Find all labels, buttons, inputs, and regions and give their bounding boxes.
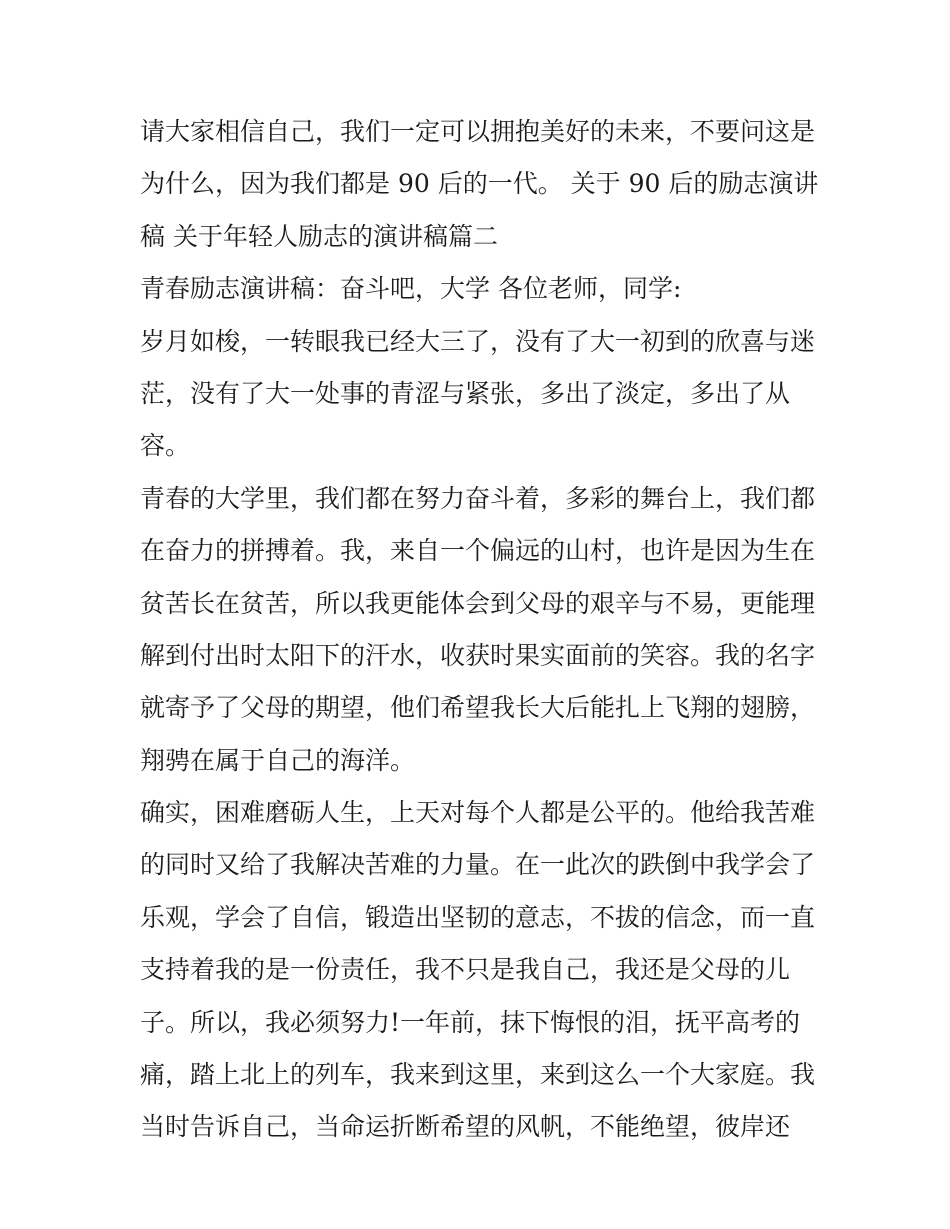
document-body: [140, 106, 820, 1154]
text-line: 子。所以，我必须努力!一年前，抹下悔恨的泪，抚平高考的: [140, 1007, 801, 1037]
text-line: 翔骋在属于自己的海洋。: [140, 745, 416, 775]
text-line: 稿 关于年轻人励志的演讲稿篇二: [140, 221, 498, 251]
text-line: 的同时又给了我解决苦难的力量。在一此次的跌倒中我学会了: [140, 850, 816, 880]
text-line: 青春的大学里，我们都在努力奋斗着，多彩的舞台上，我们都: [140, 483, 816, 513]
text-line: 容。: [140, 431, 191, 461]
text-line: 确实，困难磨砺人生，上天对每个人都是公平的。他给我苦难: [140, 798, 816, 828]
text-line: 就寄予了父母的期望，他们希望我长大后能扎上飞翔的翅膀，: [140, 693, 816, 723]
text-line: 当时告诉自己，当命运折断希望的风帆，不能绝望，彼岸还: [140, 1112, 791, 1142]
text-line: 为什么，因为我们都是 90 后的一代。 关于 90 后的励志演讲: [140, 169, 819, 199]
text-line: 乐观，学会了自信，锻造出坚韧的意志，不拔的信念，而一直: [140, 902, 816, 932]
text-line: 支持着我的是一份责任，我不只是我自己，我还是父母的儿: [140, 955, 791, 985]
text-line: 解到付出时太阳下的汗水，收获时果实面前的笑容。我的名字: [140, 640, 816, 670]
text-line: 请大家相信自己，我们一定可以拥抱美好的未来，不要问这是: [140, 117, 816, 146]
text-line: 贫苦长在贫苦，所以我更能体会到父母的艰辛与不易，更能理: [140, 588, 816, 618]
text-line: 岁月如梭，一转眼我已经大三了，没有了大一初到的欣喜与迷: [140, 326, 816, 356]
text-line: 茫，没有了大一处事的青涩与紧张，多出了淡定，多出了从: [140, 378, 791, 408]
text-line: 在奋力的拼搏着。我，来自一个偏远的山村，也许是因为生在: [140, 536, 816, 566]
text-line: 痛，踏上北上的列车，我来到这里，来到这么一个大家庭。我: [140, 1060, 816, 1090]
text-line: 青春励志演讲稿：奋斗吧，大学 各位老师，同学:: [140, 274, 682, 304]
